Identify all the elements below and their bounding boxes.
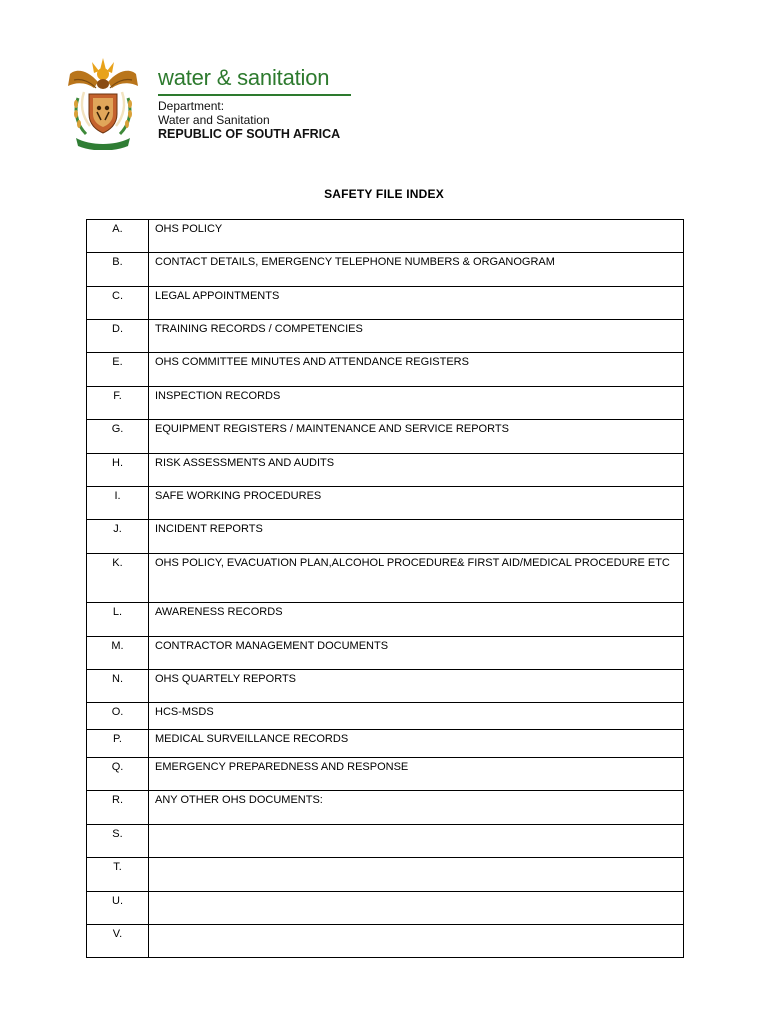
letterhead — [64, 54, 404, 154]
row-item: OHS COMMITTEE MINUTES AND ATTENDANCE REGISTERS — [149, 353, 684, 387]
row-letter: V. — [87, 925, 149, 958]
coat-of-arms-icon — [64, 54, 142, 150]
row-letter: D. — [87, 320, 149, 353]
table-row — [87, 554, 684, 603]
department-label: Department: — [158, 99, 225, 113]
row-item: HCS-MSDS — [149, 703, 684, 730]
table-row — [87, 730, 684, 758]
row-letter: J. — [87, 520, 149, 554]
row-letter: K. — [87, 554, 149, 603]
table-row — [87, 892, 684, 925]
table-row — [87, 791, 684, 825]
row-item: SAFE WORKING PROCEDURES — [149, 487, 684, 520]
table-row — [87, 825, 684, 858]
row-letter: R. — [87, 791, 149, 825]
brand-divider — [158, 94, 351, 96]
row-letter: E. — [87, 353, 149, 387]
table-row — [87, 287, 684, 320]
row-letter: O. — [87, 703, 149, 730]
country-name: REPUBLIC OF SOUTH AFRICA — [158, 127, 341, 141]
table-row — [87, 637, 684, 670]
row-letter: P. — [87, 730, 149, 758]
row-item: CONTRACTOR MANAGEMENT DOCUMENTS — [149, 637, 684, 670]
table-row — [87, 320, 684, 353]
table-row — [87, 703, 684, 730]
table-row — [87, 353, 684, 387]
page-title: SAFETY FILE INDEX — [324, 187, 444, 201]
row-item: INSPECTION RECORDS — [149, 387, 684, 420]
table-row — [87, 520, 684, 554]
row-item: LEGAL APPOINTMENTS — [149, 287, 684, 320]
row-letter: B. — [87, 253, 149, 287]
table-row — [87, 758, 684, 791]
table-row — [87, 487, 684, 520]
safety-file-index-table — [86, 219, 684, 958]
row-item: RISK ASSESSMENTS AND AUDITS — [149, 454, 684, 487]
row-item: TRAINING RECORDS / COMPETENCIES — [149, 320, 684, 353]
department-name: Water and Sanitation — [158, 113, 270, 127]
index-body — [87, 220, 684, 958]
row-letter: L. — [87, 603, 149, 637]
table-row — [87, 387, 684, 420]
row-letter: I. — [87, 487, 149, 520]
row-letter: F. — [87, 387, 149, 420]
row-letter: T. — [87, 858, 149, 892]
table-row — [87, 925, 684, 958]
row-letter: G. — [87, 420, 149, 454]
table-row — [87, 253, 684, 287]
row-item — [149, 825, 684, 858]
table-row — [87, 454, 684, 487]
row-letter: Q. — [87, 758, 149, 791]
row-item: OHS POLICY, EVACUATION PLAN,ALCOHOL PROCEDURE& FIRST AID/MEDICAL PROCEDURE ETC — [149, 554, 684, 603]
table-row — [87, 603, 684, 637]
row-letter: U. — [87, 892, 149, 925]
row-item — [149, 892, 684, 925]
row-letter: S. — [87, 825, 149, 858]
row-item — [149, 858, 684, 892]
department-branding — [158, 66, 358, 141]
row-letter: C. — [87, 287, 149, 320]
row-item: OHS POLICY — [149, 220, 684, 253]
row-item — [149, 925, 684, 958]
row-item: AWARENESS RECORDS — [149, 603, 684, 637]
row-letter: A. — [87, 220, 149, 253]
row-letter: N. — [87, 670, 149, 703]
row-item: CONTACT DETAILS, EMERGENCY TELEPHONE NUMBERS & ORGANOGRAM — [149, 253, 684, 287]
row-item: EQUIPMENT REGISTERS / MAINTENANCE AND SERVICE REPORTS — [149, 420, 684, 454]
row-item: INCIDENT REPORTS — [149, 520, 684, 554]
row-letter: H. — [87, 454, 149, 487]
table-row — [87, 420, 684, 454]
table-row — [87, 858, 684, 892]
row-item: OHS QUARTELY REPORTS — [149, 670, 684, 703]
row-item: MEDICAL SURVEILLANCE RECORDS — [149, 730, 684, 758]
table-row — [87, 220, 684, 253]
row-letter: M. — [87, 637, 149, 670]
row-item: ANY OTHER OHS DOCUMENTS: — [149, 791, 684, 825]
brand-title: water & sanitation — [158, 65, 330, 90]
table-row — [87, 670, 684, 703]
row-item: EMERGENCY PREPAREDNESS AND RESPONSE — [149, 758, 684, 791]
